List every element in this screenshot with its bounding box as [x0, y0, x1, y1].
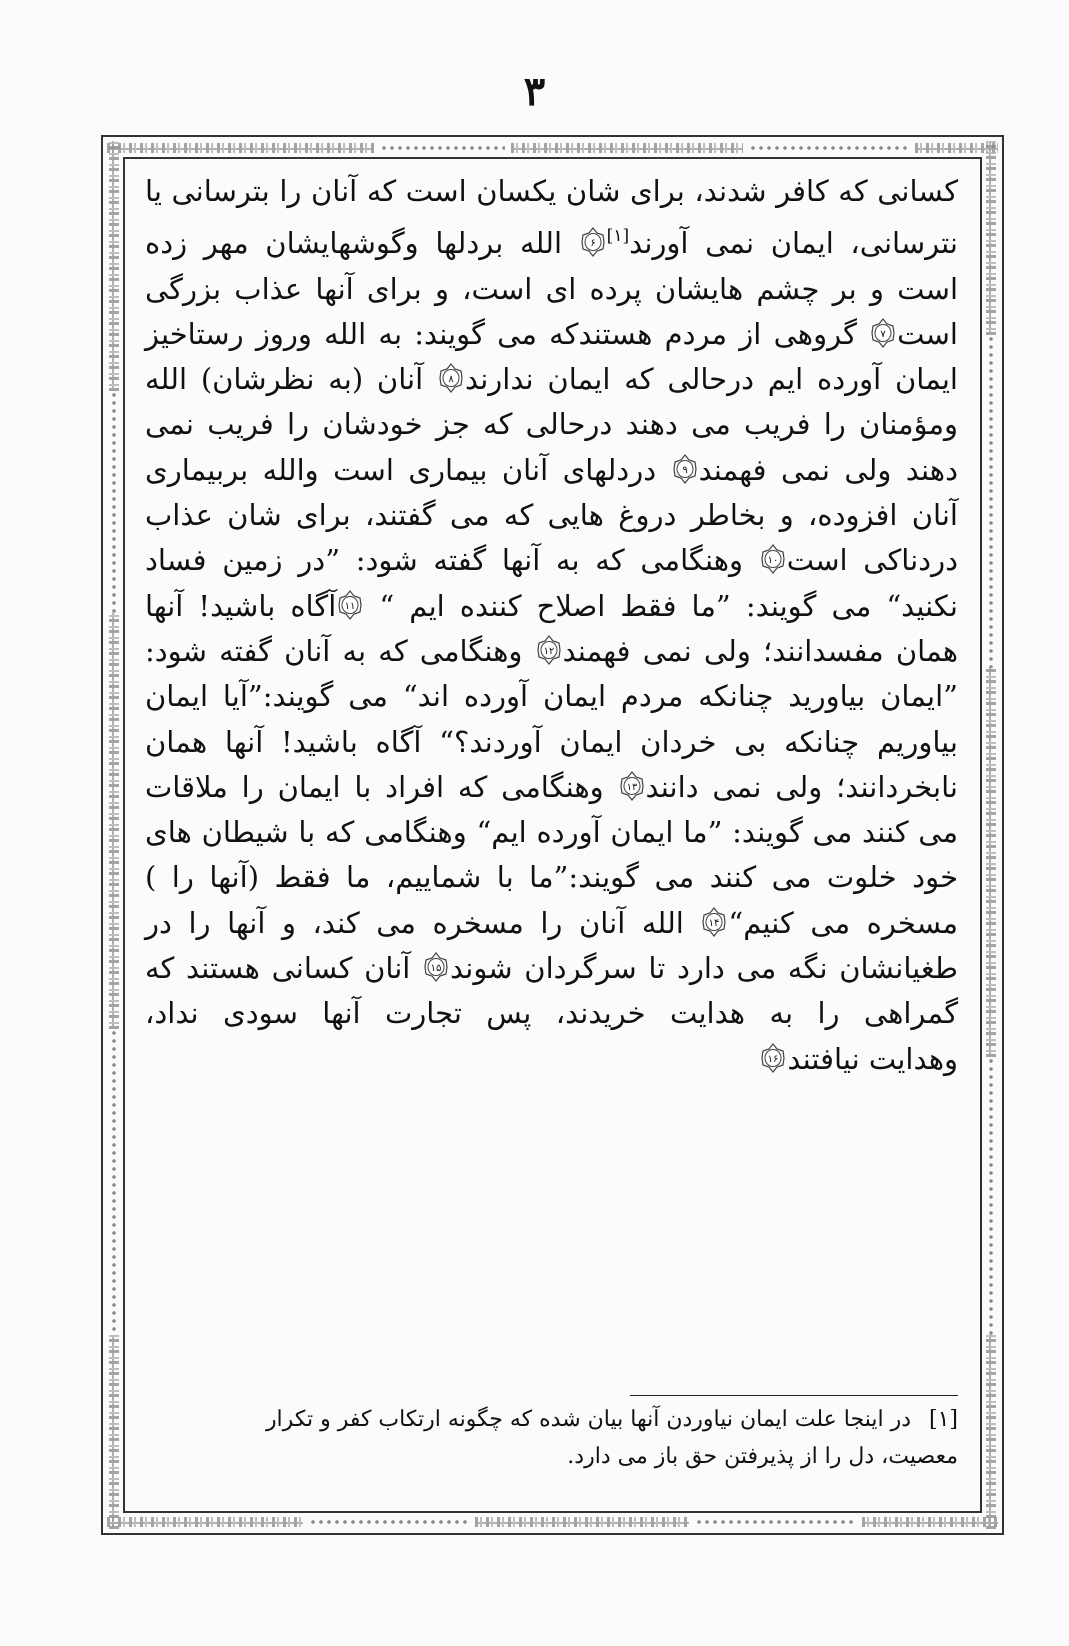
border-left-ornament [107, 141, 121, 1529]
text-line [145, 1037, 958, 1082]
text-line [145, 493, 958, 538]
text-line [145, 901, 958, 946]
text-line [145, 584, 958, 629]
text-segment: آگاه باشید! آنها [145, 588, 337, 623]
footnote-line [145, 1401, 958, 1438]
text-line [145, 538, 958, 583]
verse-number: ۷ [880, 328, 886, 340]
dot-ornament [695, 1519, 855, 1525]
footnote-reference[interactable]: [۱] [606, 226, 630, 247]
dot-ornament [988, 1057, 994, 1335]
footnote-text: معصیت، دل را از پذیرفتن حق باز می دارد. [567, 1444, 958, 1469]
vine-ornament [862, 1517, 998, 1527]
verse-number-marker [760, 542, 786, 572]
vine-ornament [109, 1335, 119, 1529]
text-line [145, 946, 958, 991]
verse-rosette-icon [337, 590, 363, 620]
verse-number: ۶ [589, 238, 596, 250]
decorative-page-border [101, 135, 1004, 1535]
text-line [145, 991, 958, 1036]
text-line [145, 169, 958, 214]
footnote-separator [630, 1395, 958, 1396]
text-frame [123, 157, 982, 1513]
verse-number: ۱۵ [430, 963, 442, 975]
text-segment: آنان کسانی هستند که [145, 951, 423, 986]
verse-number: ۸ [448, 374, 454, 386]
text-segment: گمراهی را به هدایت خریدند، پس تجارت آنها سودی نداد، [145, 996, 958, 1031]
vine-ornament [986, 1335, 996, 1529]
text-line [145, 448, 958, 493]
text-segment: است و بر چشم هایشان پرده ای است، و برای آنها عذاب بزرگی [145, 271, 958, 306]
border-bottom-ornament [107, 1515, 998, 1529]
text-segment: می کنند می گویند: ”ما ایمان آورده ایم“ وهنگامی که با شیطان های [145, 815, 958, 850]
verse-number: ۱۶ [768, 1053, 779, 1065]
text-segment: مسخره می کنیم“ [728, 905, 958, 940]
border-right-ornament [984, 141, 998, 1529]
text-segment: ایمان آورده ایم درحالی که ایمان ندارند [464, 362, 958, 397]
text-line [145, 312, 958, 357]
text-segment: وهنگامی که به آنها گفته شود: ”در زمین فساد [145, 543, 759, 578]
dot-ornament [111, 391, 117, 613]
verse-rosette-icon [438, 363, 464, 393]
vine-ornament [109, 613, 119, 1029]
verse-rosette-icon [870, 318, 896, 348]
text-segment: آنان افزوده، و بخاطر دروغ هایی که می گفتند، برای شان عذاب [145, 498, 958, 533]
text-line [145, 357, 958, 402]
verse-rosette-icon [536, 635, 562, 665]
dot-ornament [988, 335, 994, 668]
text-line [145, 765, 958, 810]
verse-rosette-icon [423, 952, 449, 982]
text-segment: است [897, 316, 958, 351]
verse-rosette-icon [760, 544, 786, 574]
text-segment: نکنید“ می گویند: ”ما فقط اصلاح کننده ایم “ [364, 588, 958, 623]
verse-number-marker [870, 316, 896, 346]
verse-rosette-icon [701, 907, 727, 937]
text-segment: دردناکی است [786, 543, 958, 578]
text-segment: نترسانی، ایمان نمی آورند [629, 226, 958, 261]
text-segment: دردلهای آنان بیماری است والله بربیماری [145, 452, 671, 487]
footnote-marker: [۱] [928, 1407, 958, 1432]
text-line [145, 720, 958, 765]
verse-number: ۹ [681, 464, 688, 476]
page-number: ۳ [523, 68, 546, 115]
verse-number: ۱۰ [767, 555, 779, 567]
verse-number-marker [701, 905, 727, 935]
verse-number-marker [580, 225, 606, 255]
verse-number: ۱۴ [709, 917, 720, 929]
vine-ornament [511, 143, 743, 153]
text-segment: آنان (به نظرشان) الله [145, 362, 437, 397]
vine-ornament [107, 1517, 303, 1527]
border-top-ornament [107, 141, 998, 155]
text-segment: گروهی از مردم هستندکه می گویند: به الله وروز رستاخیز [145, 316, 870, 351]
verse-number-marker [337, 588, 363, 618]
text-segment: الله بردلها وگوشهایشان مهر زده [145, 226, 579, 261]
text-line [145, 629, 958, 674]
text-segment: وهنگامی که افراد با ایمان را ملاقات [145, 769, 618, 804]
verse-number: ۱۲ [543, 645, 554, 657]
text-line [145, 402, 958, 447]
verse-rosette-icon [672, 454, 698, 484]
vine-ornament [986, 141, 996, 335]
verse-rosette-icon [580, 227, 606, 257]
vine-ornament [475, 1517, 689, 1527]
text-segment: وهنگامی که به آنان گفته شود: [145, 633, 535, 668]
footnote-text: در اینجا علت ایمان نیاوردن آنها بیان شده که چگونه ارتکاب کفر و تکرار [265, 1407, 911, 1432]
body-text [145, 169, 958, 1082]
verse-number-marker [423, 950, 449, 980]
verse-number-marker [536, 633, 562, 663]
text-line [145, 810, 958, 855]
verse-number-marker [672, 452, 698, 482]
vine-ornament [109, 141, 119, 391]
verse-number: ۱۳ [626, 781, 637, 793]
dot-ornament [309, 1519, 469, 1525]
text-segment: ومؤمنان را فریب می دهند درحالی که جز خودشان را فریب نمی [145, 407, 958, 442]
footnote [145, 1401, 958, 1475]
dot-ornament [749, 145, 909, 151]
verse-rosette-icon [760, 1043, 786, 1073]
verse-number-marker [760, 1041, 786, 1071]
text-segment: همان مفسدانند؛ ولی نمی فهمند [562, 633, 959, 668]
verse-number-marker [438, 361, 464, 391]
text-segment: دهند ولی نمی فهمند [698, 452, 958, 487]
text-line [145, 267, 958, 312]
text-segment: کسانی که کافر شدند، برای شان یکسان است که آنان را بترسانی یا [145, 174, 958, 208]
text-line [145, 674, 958, 719]
footnote-line [145, 1438, 958, 1475]
text-segment: طغیانشان نگه می دارد تا سرگردان شوند [450, 951, 958, 986]
text-segment: وهدایت نیافتند [787, 1041, 958, 1076]
verse-number: ۱۱ [344, 600, 356, 612]
dot-ornament [111, 1029, 117, 1334]
text-segment: نابخردانند؛ ولی نمی دانند [645, 769, 959, 804]
verse-number-marker [619, 769, 645, 799]
text-segment: خود خلوت می کنند می گویند:”ما با شماییم، ما فقط (آنها را ) [145, 860, 958, 895]
verse-rosette-icon [619, 771, 645, 801]
text-segment: ”ایمان بیاورید چنانکه مردم ایمان آورده اند“ می گویند:”آیا ایمان [145, 679, 958, 714]
text-line [145, 214, 958, 266]
vine-ornament [986, 668, 996, 1057]
text-segment: بیاوریم چنانکه بی خردان ایمان آوردند؟“ آگاه باشید! آنها همان [145, 724, 958, 759]
text-segment: الله آنان را مسخره می کند، و آنها را در [145, 905, 701, 940]
text-line [145, 855, 958, 900]
dot-ornament [380, 145, 505, 151]
vine-ornament [107, 143, 374, 153]
